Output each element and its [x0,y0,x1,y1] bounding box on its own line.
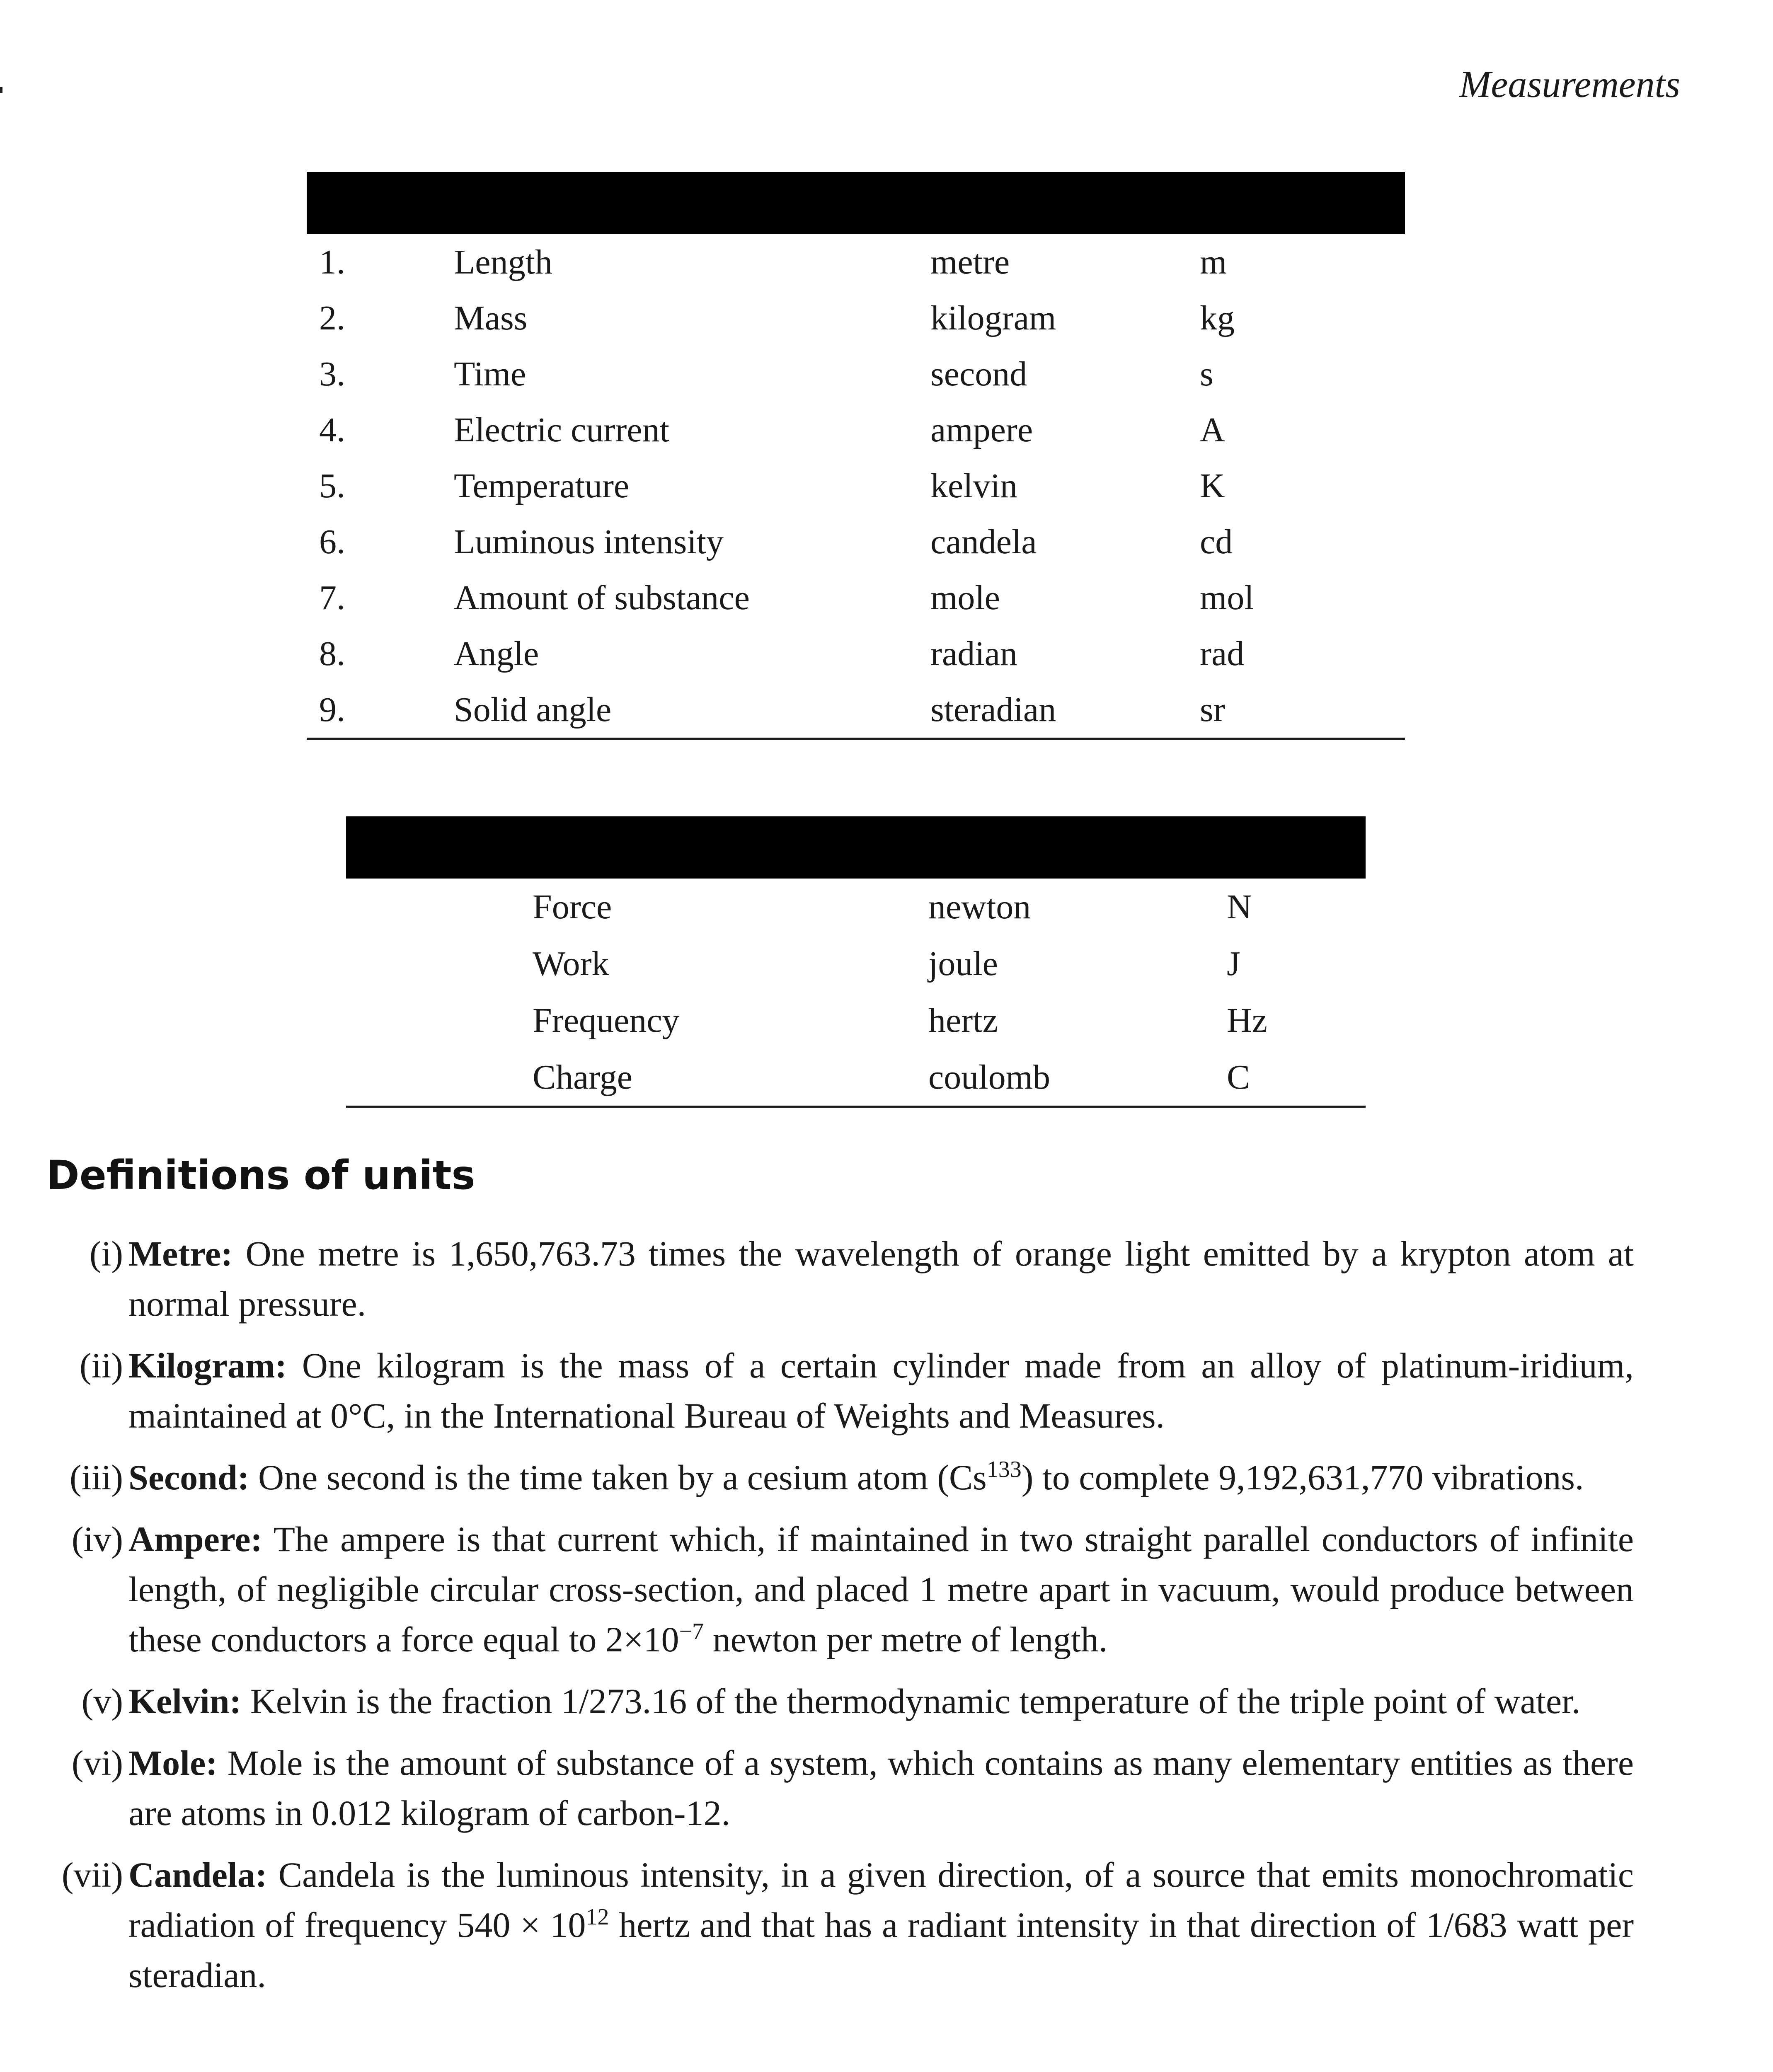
row-quantity: Angle [454,634,539,673]
row-quantity: Force [533,888,612,926]
row-number: 7. [319,579,345,617]
row-symbol: sr [1200,682,1405,739]
list-item [46,1341,1634,1441]
row-number: 8. [319,634,345,673]
row-unit: second [930,355,1027,393]
row-unit: kelvin [930,467,1017,505]
item-text: One kilogram is the mass of a certain cylinder made from an alloy of platinum-iridium, maintained at 0°C, in the International Bureau of Weights and Measures. [128,1346,1634,1435]
table-row [307,234,1405,290]
item-text: Mole is the amount of substance of a system, which contains as many elementary entities as there are atoms in 0.012 kilogram of carbon-12. [128,1743,1634,1833]
list-item [46,1514,1634,1665]
row-quantity: Temperature [454,467,630,505]
row-unit: coulomb [928,1049,1227,1107]
table-row [307,290,1405,346]
row-symbol: A [1200,411,1225,449]
item-term: Candela: [128,1855,267,1895]
row-number: 2. [319,299,345,337]
item-text: ) to complete 9,192,631,770 vibrations. [1021,1457,1584,1497]
edge-mark [0,87,2,93]
item-text: One second is the time taken by a cesium atom (Cs [249,1457,987,1497]
row-number: 3. [319,355,345,393]
row-quantity: Mass [454,299,528,337]
table-row [307,570,1405,626]
table-row [346,992,1366,1049]
row-symbol: kg [1200,299,1235,337]
item-text: The ampere is that current which, if maintained in two straight parallel conductors of infinite length, of negligible circular cross-section, and placed 1 metre apart in vacuum, would produce between these conductors a force equal to 2×10 [128,1519,1634,1659]
table-row [307,402,1405,458]
item-number: (v) [81,1681,123,1721]
item-text: hertz and that has a radiant intensity in that direction of 1/683 watt per steradian. [128,1905,1634,1995]
superscript: 133 [986,1457,1022,1482]
row-symbol: C [1227,1049,1366,1107]
row-symbol: N [1227,888,1252,926]
row-quantity: Length [454,243,552,281]
row-unit: radian [930,634,1017,673]
row-quantity: Charge [346,1049,928,1107]
row-number: 5. [319,467,345,505]
section-heading-definitions: Definitions of units [46,1152,475,1198]
row-unit: kilogram [930,299,1056,337]
item-text: Candela is the luminous intensity, in a given direction, of a source that emits monochromatic radiation of frequency 540 × 10 [128,1855,1634,1945]
table-header-bar [346,816,1366,879]
item-term: Kilogram: [128,1346,287,1385]
table-row [307,346,1405,402]
item-text: One metre is 1,650,763.73 times the wavelength of orange light emitted by a krypton atom at normal pressure. [128,1234,1634,1324]
item-term: Kelvin: [128,1681,242,1721]
row-symbol: cd [1200,523,1233,561]
table-row [346,935,1366,992]
table-row [307,682,1405,739]
row-unit: metre [930,243,1010,281]
item-term: Mole: [128,1743,218,1783]
row-quantity: Frequency [533,1001,680,1040]
table-header-bar [307,172,1405,234]
row-unit: ampere [930,411,1033,449]
table-row [307,458,1405,514]
superscript: −7 [679,1619,704,1644]
row-symbol: m [1200,243,1227,281]
running-head: Measurements [1459,63,1680,105]
row-quantity: Amount of substance [454,579,750,617]
item-term: Ampere: [128,1519,263,1559]
row-unit: joule [928,944,998,983]
row-symbol: J [1227,944,1240,983]
row-symbol: K [1200,467,1225,505]
base-units-table [307,172,1405,740]
item-text: Kelvin is the fraction 1/273.16 of the thermodynamic temperature of the triple point of water. [241,1681,1581,1721]
row-unit: candela [930,523,1037,561]
item-term: Metre: [128,1234,233,1273]
row-unit: steradian [930,682,1200,739]
table-row [346,1049,1366,1107]
table-row [307,626,1405,682]
row-number: 1. [319,243,345,281]
list-item [46,1738,1634,1838]
list-item [46,1229,1634,1329]
list-item [46,1676,1634,1726]
row-number: 9. [307,682,454,739]
row-unit: hertz [928,1001,998,1040]
row-symbol: mol [1200,579,1254,617]
row-quantity: Work [533,944,609,983]
item-number: (iii) [70,1457,123,1497]
list-item [46,1452,1634,1503]
row-unit: mole [930,579,1000,617]
definitions-list [46,1229,1634,2012]
item-number: (vi) [71,1743,123,1783]
item-term: Second: [128,1457,249,1497]
row-quantity: Time [454,355,526,393]
list-item [46,1850,1634,2000]
item-number: (i) [89,1234,123,1273]
item-number: (iv) [71,1519,123,1559]
derived-units-table [346,816,1366,1108]
table-row [307,514,1405,570]
item-number: (ii) [79,1346,123,1385]
table-row [346,879,1366,935]
row-unit: newton [928,888,1031,926]
superscript: 12 [586,1904,609,1930]
row-symbol: rad [1200,634,1245,673]
row-number: 6. [319,523,345,561]
row-quantity: Luminous intensity [454,523,724,561]
row-quantity: Electric current [454,411,669,449]
row-symbol: s [1200,355,1213,393]
row-number: 4. [319,411,345,449]
item-number: (vii) [61,1855,123,1895]
row-quantity: Solid angle [454,682,930,739]
row-symbol: Hz [1227,1001,1267,1040]
item-text: newton per metre of length. [704,1619,1108,1659]
